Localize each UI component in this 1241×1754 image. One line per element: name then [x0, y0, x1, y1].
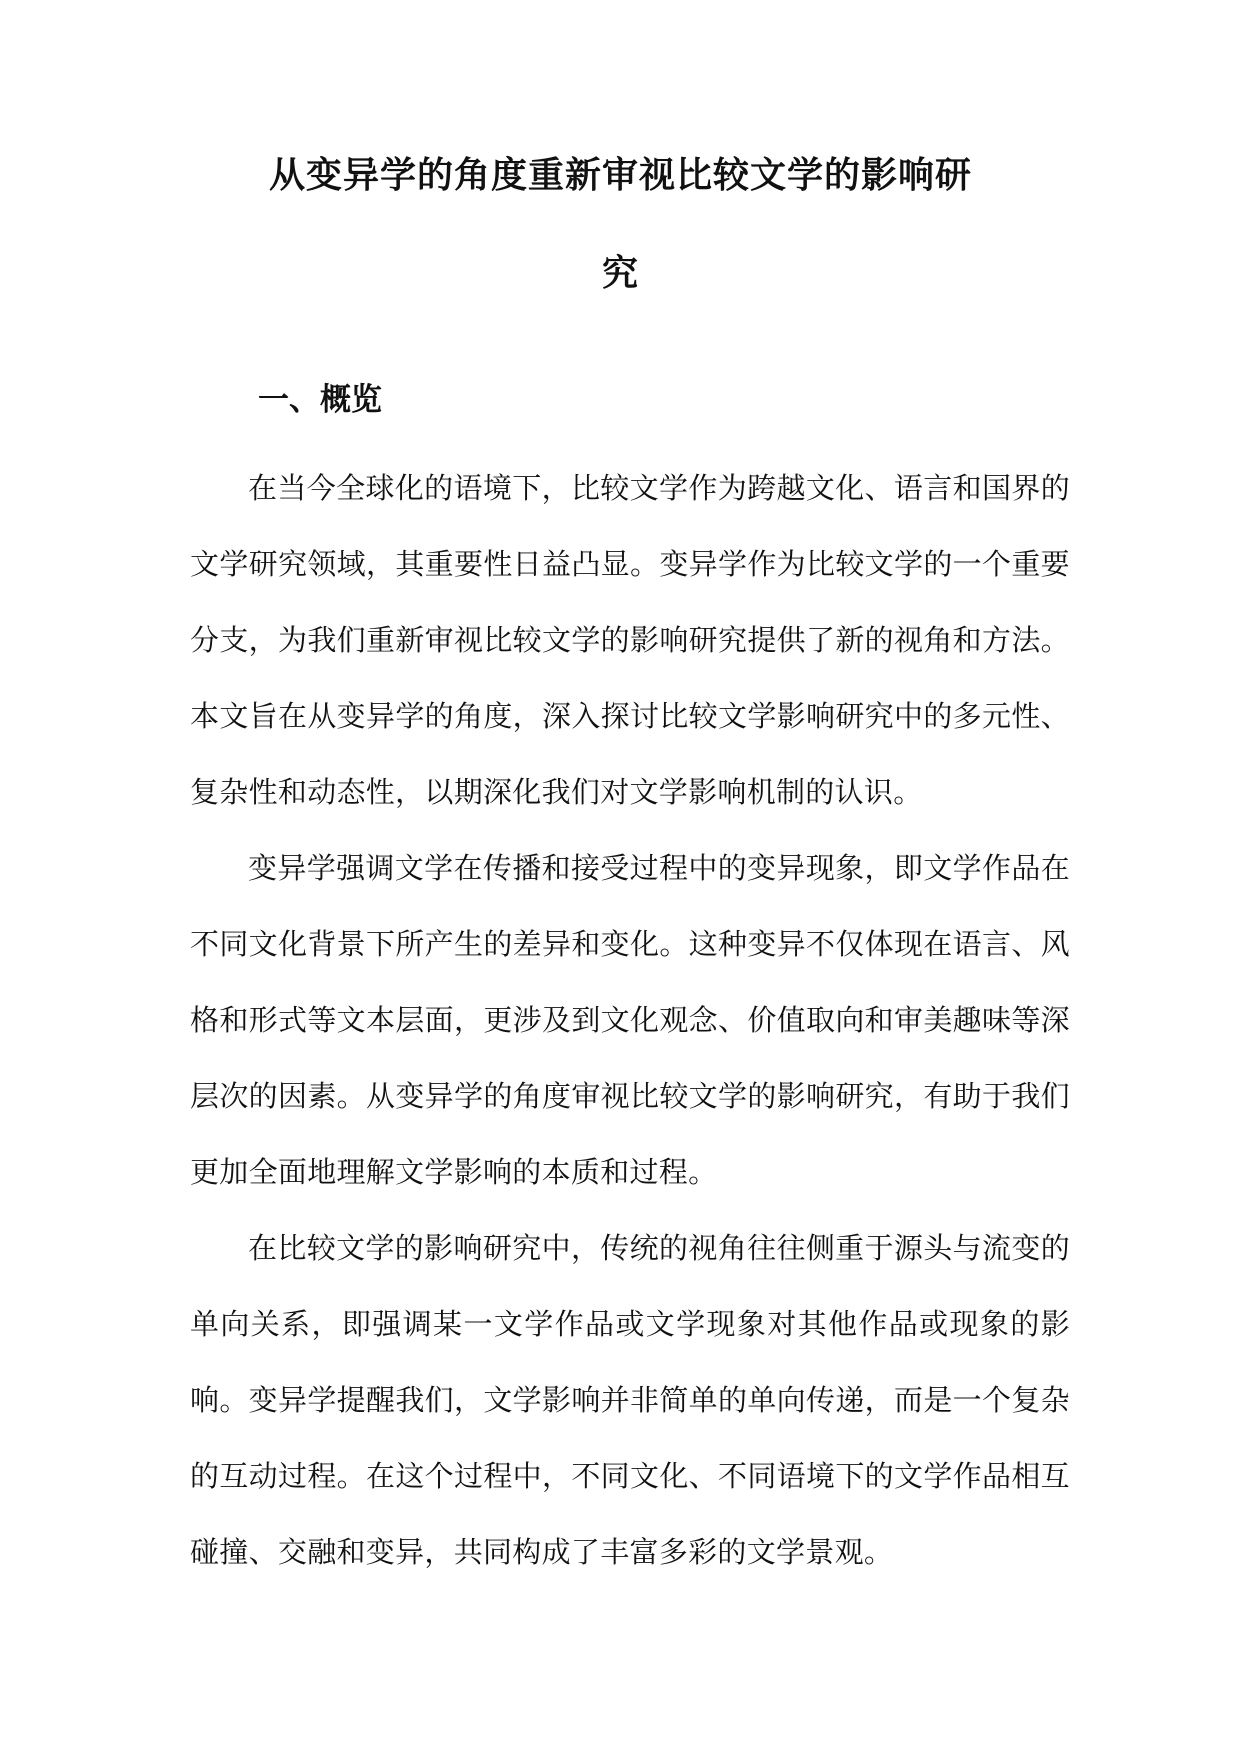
section-heading: 一、概览 [258, 382, 382, 418]
paragraph-1: 在当今全球化的语境下，比较文学作为跨越文化、语言和国界的文学研究领域，其重要性日益凸显。变异学作为比较文学的一个重要分支，为我们重新审视比较文学的影响研究提供了新的视角和方法。本文旨在从变异学的角度，深入探讨比较文学影响研究中的多元性、复杂性和动态性，以期深化我们对文学影响机制的认识。 [190, 471, 1070, 809]
document-title-line-1: 从变异学的角度重新审视比较文学的影响研 [268, 155, 972, 196]
paragraph-3: 在比较文学的影响研究中，传统的视角往往侧重于源头与流变的单向关系，即强调某一文学作品或文学现象对其他作品或现象的影响。变异学提醒我们，文学影响并非简单的单向传递，而是一个复杂的互动过程。在这个过程中，不同文化、不同语境下的文学作品相互碰撞、交融和变异，共同构成了丰富多彩的文学景观。 [190, 1231, 1070, 1569]
document-title-line-2: 究 [601, 253, 639, 294]
paragraph-2: 变异学强调文学在传播和接受过程中的变异现象，即文学作品在不同文化背景下所产生的差异和变化。这种变异不仅体现在语言、风格和形式等文本层面，更涉及到文化观念、价值取向和审美趣味等深层次的因素。从变异学的角度审视比较文学的影响研究，有助于我们更加全面地理解文学影响的本质和过程。 [190, 851, 1070, 1189]
body-text [190, 450, 1070, 1590]
